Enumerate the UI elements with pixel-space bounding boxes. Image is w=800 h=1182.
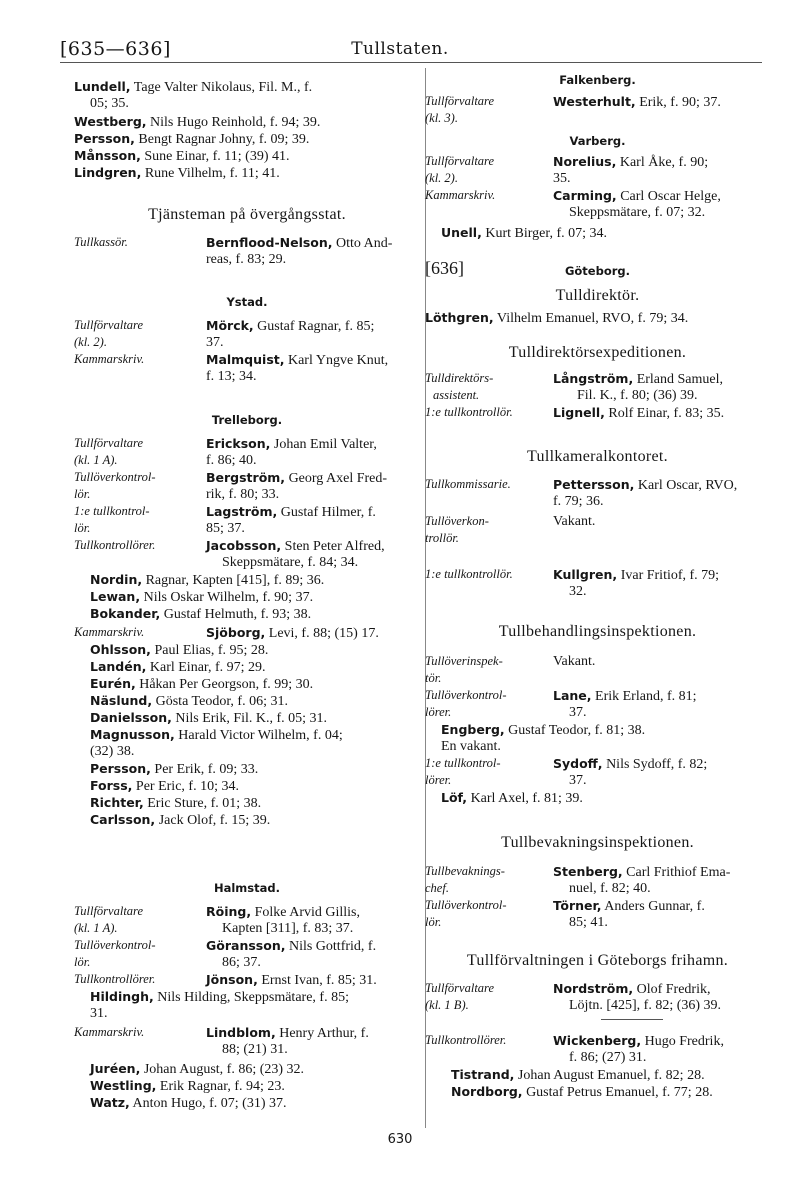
- row-behandling-2: tör.: [425, 671, 442, 685]
- row-ystad-2: (kl. 2). 37.: [74, 335, 224, 350]
- row-trelleborg-kammarskriv: Kammarskriv. Sjöborg, Levi, f. 88; (15) 17.: [74, 625, 379, 641]
- row-bevakning-2: chef. nuel, f. 82; 40.: [425, 881, 651, 896]
- entry-westberg: Westberg, Nils Hugo Reinhold, f. 94; 39.: [74, 114, 321, 130]
- row-varberg-4: Skeppsmätare, f. 07; 32.: [569, 205, 706, 220]
- heading-overgangsstat: Tjänsteman på övergångsstat.: [148, 206, 346, 223]
- entry-landen: Landén, Karl Einar, f. 97; 29.: [90, 659, 266, 675]
- row-trelleborg-2: (kl. 1 A). f. 86; 40.: [74, 453, 257, 468]
- row-behandling-8: lörer. 37.: [425, 773, 587, 788]
- row-halmstad-kammarskriv: Kammarskriv. Lindblom, Henry Arthur, f.: [74, 1025, 369, 1041]
- row-tullkassor: Tullkassör. Bernflood-Nelson, Otto And-: [74, 235, 393, 251]
- running-title: Tullstaten.: [351, 39, 449, 59]
- row-behandling-3: Tullöverkontrol- Lane, Erik Erland, f. 81;: [425, 688, 697, 704]
- row-falkenberg-1: Tullförvaltare Westerhult, Erik, f. 90; 37.: [425, 94, 721, 110]
- row-ystad-3: Kammarskriv. Malmquist, Karl Yngve Knut,: [74, 352, 389, 368]
- row-kameral-4: trollör.: [425, 531, 459, 545]
- entry-danielsson: Danielsson, Nils Erik, Fil. K., f. 05; 31.: [90, 710, 328, 726]
- entry-hildingh: Hildingh, Nils Hilding, Skeppsmätare, f. 85;: [90, 989, 349, 1005]
- header-rule: [60, 62, 762, 63]
- entry-lindgren: Lindgren, Rune Vilhelm, f. 11; 41.: [74, 165, 280, 181]
- row-varberg-2: (kl. 2). 35.: [425, 171, 571, 186]
- row-varberg-3: Kammarskriv. Carming, Carl Oscar Helge,: [425, 188, 721, 204]
- entry-jureen: Juréen, Johan August, f. 86; (23) 32.: [90, 1061, 305, 1077]
- heading-tulldirektor: Tulldirektör.: [555, 287, 640, 304]
- entry-lof: Löf, Karl Axel, f. 81; 39.: [441, 790, 583, 806]
- row-bevakning-3: Tullöverkontrol- Törner, Anders Gunnar, f.: [425, 898, 705, 914]
- row-frihamn-1: Tullförvaltare Nordström, Olof Fredrik,: [425, 981, 711, 997]
- heading-tullbevakningsinspektionen: Tullbevakningsinspektionen.: [501, 834, 694, 851]
- entry-westling: Westling, Erik Ragnar, f. 94; 23.: [90, 1078, 285, 1094]
- entry-persson-per: Persson, Per Erik, f. 09; 33.: [90, 761, 259, 777]
- row-halmstad-2: (kl. 1 A). Kapten [311], f. 83; 37.: [74, 921, 354, 936]
- entry-lundell-cont: 05; 35.: [90, 96, 129, 111]
- entry-magnusson: Magnusson, Harald Victor Wilhelm, f. 04;: [90, 727, 343, 743]
- row-kameral-3: Tullöverkon- Vakant.: [425, 514, 596, 529]
- entry-lundell: Lundell, Tage Valter Nikolaus, Fil. M., f.: [74, 79, 313, 95]
- place-halmstad: Halmstad.: [213, 881, 280, 895]
- row-trelleborg-7: Tullkontrollörer. Jacobsson, Sten Peter Alfred,: [74, 538, 385, 554]
- row-varberg-1: Tullförvaltare Norelius, Karl Åke, f. 90;: [425, 154, 709, 170]
- entry-nordborg: Nordborg, Gustaf Petrus Emanuel, f. 77; 28.: [451, 1084, 713, 1100]
- page-range: [635—636]: [60, 38, 171, 60]
- row-trelleborg-6: lör. 85; 37.: [74, 521, 245, 536]
- entry-lewan: Lewan, Nils Oskar Wilhelm, f. 90; 37.: [90, 589, 314, 605]
- row-trelleborg-4: lör. rik, f. 80; 33.: [74, 487, 280, 502]
- entry-bokander: Bokander, Gustaf Helmuth, f. 93; 38.: [90, 606, 312, 622]
- entry-persson: Persson, Bengt Ragnar Johny, f. 09; 39.: [74, 131, 310, 147]
- row-bevakning-4: lör. 85; 41.: [425, 915, 608, 930]
- row-tullkassor-cont: reas, f. 83; 29.: [206, 252, 287, 267]
- entry-watz: Watz, Anton Hugo, f. 07; (31) 37.: [90, 1095, 287, 1111]
- page-number: 630: [387, 1132, 413, 1147]
- row-halmstad-kammarskriv-cont: 88; (21) 31.: [222, 1042, 288, 1057]
- heading-tullkameralkontoret: Tullkameralkontoret.: [527, 448, 668, 465]
- row-behandling-7: 1:e tullkontrol- Sydoff, Nils Sydoff, f. 82;: [425, 756, 708, 772]
- section-number: [636]: [425, 258, 464, 278]
- entry-richter: Richter, Eric Sture, f. 01; 38.: [90, 795, 262, 811]
- row-behandling-4: lörer. 37.: [425, 705, 587, 720]
- row-bevakning-1: Tullbevaknings- Stenberg, Carl Frithiof Ema-: [425, 864, 731, 880]
- row-exp-2: assistent. Fil. K., f. 80; (36) 39.: [433, 388, 698, 403]
- row-exp-1: Tulldirektörs- Långström, Erland Samuel,: [425, 371, 724, 387]
- entry-carlsson: Carlsson, Jack Olof, f. 15; 39.: [90, 812, 271, 828]
- row-frihamn-3: Tullkontrollörer. Wickenberg, Hugo Fredrik,: [425, 1033, 724, 1049]
- place-ystad: Ystad.: [226, 295, 268, 309]
- row-ystad-1: Tullförvaltare Mörck, Gustaf Ragnar, f. 85;: [74, 318, 375, 334]
- row-kameral-1: Tullkommissarie. Pettersson, Karl Oscar, RVO,: [425, 477, 738, 493]
- entry-euren: Eurén, Håkan Per Georgson, f. 99; 30.: [90, 676, 314, 692]
- place-varberg: Varberg.: [569, 134, 626, 148]
- row-exp-3: 1:e tullkontrollör. Lignell, Rolf Einar, f. 83; 35.: [425, 405, 725, 421]
- row-kameral-5: 1:e tullkontrollör. Kullgren, Ivar Fritiof, f. 79;: [425, 567, 720, 583]
- entry-tistrand: Tistrand, Johan August Emanuel, f. 82; 28.: [451, 1067, 705, 1083]
- row-frihamn-4: f. 86; (27) 31.: [569, 1050, 647, 1065]
- entry-hildingh-cont: 31.: [90, 1006, 108, 1021]
- entry-ohlsson: Ohlsson, Paul Elias, f. 95; 28.: [90, 642, 269, 658]
- row-halmstad-3: Tullöverkontrol- Göransson, Nils Gottfrid, f.: [74, 938, 377, 954]
- heading-tulldirektorsexpeditionen: Tulldirektörsexpeditionen.: [508, 344, 687, 361]
- entry-mansson: Månsson, Sune Einar, f. 11; (39) 41.: [74, 148, 290, 164]
- heading-frihamn: Tullförvaltningen i Göteborgs frihamn.: [466, 952, 729, 969]
- short-rule: [601, 1019, 663, 1020]
- row-kameral-6: 32.: [569, 584, 587, 599]
- entry-nordin: Nordin, Ragnar, Kapten [415], f. 89; 36.: [90, 572, 325, 588]
- row-behandling-1: Tullöverinspek- Vakant.: [425, 654, 596, 669]
- entry-magnusson-cont: (32) 38.: [90, 744, 135, 759]
- row-trelleborg-5: 1:e tullkontrol- Lagström, Gustaf Hilmer, f.: [74, 504, 376, 520]
- row-trelleborg-1: Tullförvaltare Erickson, Johan Emil Valter,: [74, 436, 377, 452]
- row-kameral-2: f. 79; 36.: [553, 494, 604, 509]
- row-halmstad-1: Tullförvaltare Röing, Folke Arvid Gillis,: [74, 904, 360, 920]
- place-trelleborg: Trelleborg.: [211, 413, 283, 427]
- row-halmstad-4: lör. 86; 37.: [74, 955, 261, 970]
- row-halmstad-5: Tullkontrollörer. Jönson, Ernst Ivan, f. 85; 31.: [74, 972, 377, 988]
- row-ystad-4: f. 13; 34.: [206, 369, 257, 384]
- entry-lothgren: Löthgren, Vilhelm Emanuel, RVO, f. 79; 34.: [425, 310, 689, 326]
- entry-unell: Unell, Kurt Birger, f. 07; 34.: [441, 225, 608, 241]
- row-trelleborg-8: Skeppsmätare, f. 84; 34.: [222, 555, 359, 570]
- place-goteborg: Göteborg.: [564, 264, 631, 278]
- row-frihamn-2: (kl. 1 B). Löjtn. [425], f. 82; (36) 39.: [425, 998, 722, 1013]
- entry-forss: Forss, Per Eric, f. 10; 34.: [90, 778, 239, 794]
- entry-engberg: Engberg, Gustaf Teodor, f. 81; 38.: [441, 722, 646, 738]
- row-falkenberg-2: (kl. 3).: [425, 111, 458, 125]
- entry-naslund: Näslund, Gösta Teodor, f. 06; 31.: [90, 693, 288, 709]
- row-trelleborg-3: Tullöverkontrol- Bergström, Georg Axel Fred-: [74, 470, 388, 486]
- heading-tullbehandlingsinspektionen: Tullbehandlingsinspektionen.: [498, 623, 697, 640]
- entry-en-vakant: En vakant.: [441, 739, 501, 754]
- place-falkenberg: Falkenberg.: [559, 73, 636, 87]
